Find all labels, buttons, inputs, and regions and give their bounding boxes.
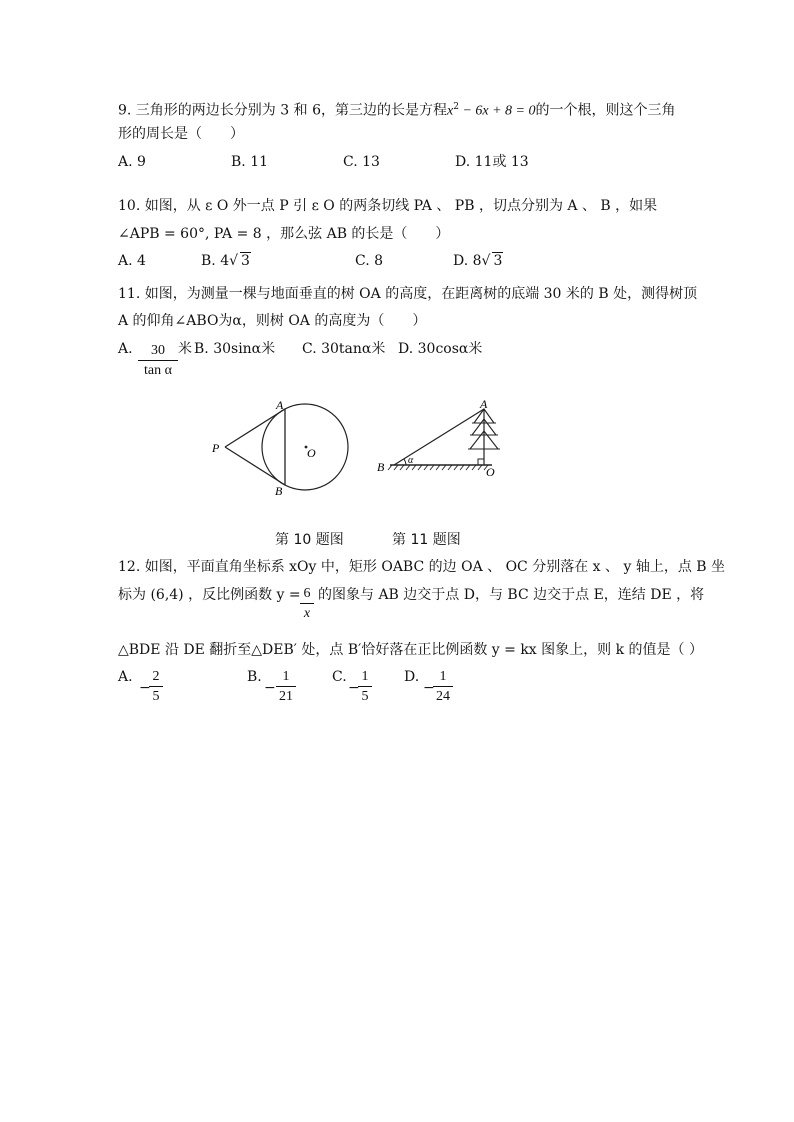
figure-11-caption: 第 11 题图 — [392, 532, 461, 548]
q12-option-b-label: B. — [247, 669, 262, 685]
q12-option-a-label: A. — [118, 669, 133, 685]
q9-option-c: C. 13 — [343, 154, 380, 170]
q12-line2-suffix: 的图象与 AB 边交于点 D，与 BC 边交于点 E，连结 DE ，将 — [318, 587, 705, 603]
q12-line2-prefix: 标为 (6,4) ，反比例函数 y = — [118, 587, 301, 603]
label-a: A — [480, 397, 488, 411]
label-b: B — [275, 484, 283, 498]
label-alpha: α — [408, 455, 414, 466]
label-p: P — [212, 441, 220, 455]
q12-option-d-label: D. — [404, 669, 420, 685]
q9-option-a: A. 9 — [118, 154, 146, 170]
sqrt-symbol: √ 3 — [229, 253, 250, 269]
sqrt-symbol: √ 3 — [481, 253, 503, 269]
q10-line1: 10. 如图，从 ε O 外一点 P 引 ε O 的两条切线 PA 、 PB ，切点分别为 A 、 B ，如果 — [118, 198, 658, 214]
q9-line2: 形的周长是（ ） — [118, 126, 244, 142]
figure-10-caption: 第 10 题图 — [275, 532, 344, 548]
q12-option-d-sign: − — [423, 680, 435, 696]
q11-option-a-unit: 米 — [178, 341, 192, 357]
q9-option-b: B. 11 — [231, 154, 269, 170]
tangent-pa — [225, 409, 285, 447]
q12-option-d-fraction: $\frac{1}{24}$ — [433, 668, 453, 707]
label-o: O — [486, 465, 495, 479]
q10-option-a: A. 4 — [118, 253, 146, 269]
q9-eq-rest: − 6x + 8 = 0 — [458, 103, 536, 119]
q11-option-c: C. 30tanα米 — [302, 341, 386, 357]
figure-11-tree-angle — [372, 395, 507, 485]
q9-line1: 9. 三角形的两边长分别为 3 和 6，第三边的长是方程$x^2 - 6x + 8 = 0$的一个根，则这个三角 — [118, 102, 676, 119]
q11-line1: 11. 如图，为测量一棵与地面垂直的树 OA 的高度，在距离树的底端 30 米的 B 处，测得树顶 — [118, 286, 698, 302]
q12-option-c-label: C. — [332, 669, 347, 685]
q10-option-b: B. 4√ 3 — [201, 253, 250, 269]
label-a: A — [276, 398, 284, 412]
q11-option-a-label: A. — [118, 341, 133, 357]
q10-option-c: C. 8 — [355, 253, 384, 269]
tangent-pb — [225, 447, 285, 485]
label-o: O — [307, 446, 316, 460]
q10-line2: ∠APB = 60°, PA = 8 ，那么弦 AB 的长是（ ） — [118, 226, 450, 242]
ground-hatching — [388, 465, 488, 470]
angle-arc — [404, 459, 406, 465]
q12-line3: △BDE 沿 DE 翻折至△DEB′ 处，点 B′恰好落在正比例函数 y = kx 图象上，则 k 的值是（ ） — [118, 642, 703, 658]
q12-option-b-sign: − — [264, 680, 276, 696]
q12-option-c-fraction: $\frac{1}{5}$ — [358, 668, 372, 707]
q12-option-b-fraction: $\frac{1}{21}$ — [276, 668, 296, 707]
right-angle-mark — [478, 459, 484, 465]
q12-option-a-sign: − — [139, 680, 151, 696]
q9-option-d: D. 11或 13 — [455, 154, 529, 170]
q11-option-d: D. 30cosα米 — [398, 341, 483, 357]
q12-line1: 12. 如图，平面直角坐标系 xOy 中，矩形 OABC 的边 OA 、 OC 分别落在 x 、 y 轴上，点 B 坐 — [118, 559, 726, 575]
q12-option-a-fraction: $\frac{2}{5}$ — [149, 668, 163, 707]
q11-option-a-fraction: $\frac{30}{\text{tan α}}$ — [138, 342, 178, 381]
q12-fraction-6-over-x: $\frac{6}{x}$ — [300, 585, 314, 624]
q12-option-c-sign: − — [348, 680, 360, 696]
label-b: B — [377, 460, 385, 474]
q11-option-b: B. 30sinα米 — [194, 341, 276, 357]
q9-eq-x: x — [446, 103, 454, 119]
figure-10-circle-tangents — [205, 395, 365, 500]
q9-eq-sup: 2 — [453, 102, 459, 112]
q11-line2: A 的仰角∠ABO为α，则树 OA 的高度为（ ） — [118, 313, 427, 329]
q10-option-d: D. 8√ 3 — [453, 253, 503, 269]
